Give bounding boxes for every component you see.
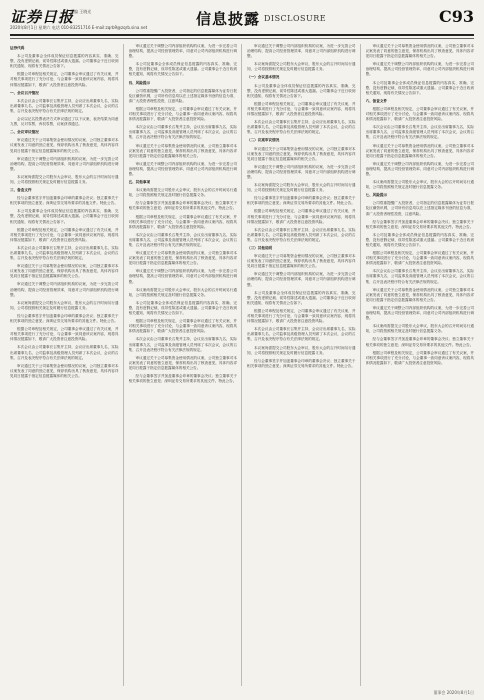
section-heading: （三）其他说明 xyxy=(247,246,273,250)
header-rule-thin xyxy=(10,38,474,39)
header-rule-thick xyxy=(10,34,474,36)
body-paragraph: 经与会董事签字并加盖董事会印章的董事会决议；独立董事关于相关事项的独立意见；深圳证券交易所要求的其他文件。特此公告。 xyxy=(365,219,474,229)
signature-date: 2020年8月1日 xyxy=(446,690,474,695)
section-heading: 七、风险提示 xyxy=(365,193,388,198)
section-title: 信息披露 xyxy=(196,10,261,28)
body-paragraph: 公司郑重提醒广大投资者，公司指定的信息披露媒体为证券日报及巨潮资讯网，公司所有信息均以在上述指定媒体刊登的信息为准，请广大投资者理性投资，注意风险。 xyxy=(365,201,474,216)
body-paragraph: 审议通过关于公司募集资金使用情况的议案，公司独立董事对本议案发表了同意的独立意见，保荐机构出具了核查意见，具体内容详见同日披露于指定信息披露媒体的相关公告。 xyxy=(247,254,356,269)
body-paragraph: 审议通过关于调整公司内部组织机构的议案，为进一步完善公司治理结构，提高公司经营管理效率，同意对公司内部组织机构进行调整。 xyxy=(247,164,356,179)
signature-text: 董事会 xyxy=(433,690,446,695)
body-paragraph: 本议案尚需提交公司股东大会审议，股东大会的召开时间另行通知，公司将按照相关规定及时履行信息披露义务。 xyxy=(365,324,474,334)
body-paragraph: 审议通过关于调整公司内部组织机构的议案，为进一步完善公司治理结构，提高公司经营管理效率，同意对公司内部组织机构进行调整。 xyxy=(128,44,237,59)
body-paragraph: 本公司及董事会全体成员保证信息披露的内容真实、准确、完整，没有虚假记载、误导性陈述或重大遗漏。公司董事会于近日收到相关通知，现将有关情况公告如下。 xyxy=(10,54,119,69)
footer-signature xyxy=(433,690,474,696)
body-paragraph: 审议通过关于公司募集资金使用情况的议案，公司独立董事对本议案发表了同意的独立意见，保荐机构出具了核查意见，具体内容详见同日披露于指定信息披露媒体的相关公告。 xyxy=(247,146,356,161)
body-paragraph: 本次会议由公司董事长召集并主持，会议应出席董事九名，实际出席董事九名，公司监事及高级管理人员列席了本次会议，会议的召集、召开及表决程序符合有关法律法规的规定。 xyxy=(247,227,356,242)
page-number: C93 xyxy=(439,7,474,26)
body-paragraph: 审议通过关于公司募集资金使用情况的议案，公司独立董事对本议案发表了同意的独立意见，保荐机构出具了核查意见，具体内容详见同日披露于指定信息披露媒体的相关公告。 xyxy=(10,138,119,153)
body-paragraph: 经与会董事签字并加盖董事会印章的董事会决议；独立董事关于相关事项的独立意见；深圳证券交易所要求的其他文件。特此公告。 xyxy=(247,196,356,206)
body-paragraph: 经与会董事签字并加盖董事会印章的董事会决议；独立董事关于相关事项的独立意见；深圳证券交易所要求的其他文件。特此公告。 xyxy=(10,196,119,206)
body-paragraph: 本议案尚需提交公司股东大会审议，股东大会的召开时间另行通知，公司将按照相关规定及时履行信息披露义务。 xyxy=(365,180,474,190)
body-paragraph: 经与会董事签字并加盖董事会印章的董事会决议；独立董事关于相关事项的独立意见；深圳证券交易所要求的其他文件。特此公告。 xyxy=(128,373,237,384)
body-paragraph: 根据公司章程及相关规定，公司董事会审议通过了有关议案，并对相关事项进行了充分讨论，与会董事一致同意该议案内容，现将具体情况披露如下，敬请广大投资者注意投资风险。 xyxy=(10,327,119,342)
body-paragraph: 本议案尚需提交公司股东大会审议，股东大会的召开时间另行通知，公司将按照相关规定及时履行信息披露义务。 xyxy=(247,62,356,72)
body-paragraph: 经与会董事签字并加盖董事会印章的董事会决议；独立董事关于相关事项的独立意见；深圳证券交易所要求的其他文件。特此公告。 xyxy=(128,201,237,211)
body-paragraph: 本公司及董事会全体成员保证信息披露的内容真实、准确、完整，没有虚假记载、误导性陈述或重大遗漏。公司董事会于近日收到相关通知，现将有关情况公告如下。 xyxy=(128,300,237,316)
text-column xyxy=(247,44,361,686)
body-paragraph: 本议案尚需提交公司股东大会审议，股东大会的召开时间另行通知，公司将按照相关规定及时履行信息披露义务。 xyxy=(10,300,119,310)
section-heading: 证券代码 xyxy=(10,46,25,50)
body-paragraph: 经与会董事签字并加盖董事会印章的董事会决议；独立董事关于相关事项的独立意见；深圳证券交易所要求的其他文件。特此公告。 xyxy=(365,337,474,347)
body-paragraph: 经与会董事签字并加盖董事会印章的董事会决议；独立董事关于相关事项的独立意见；深圳证券交易所要求的其他文件。特此公告。 xyxy=(10,313,119,324)
body-paragraph: 本次会议由公司董事长召集并主持，会议应出席董事九名，实际出席董事九名，公司监事及高级管理人员列席了本次会议，会议的召集、召开及表决程序符合有关法律法规的规定。 xyxy=(128,337,237,352)
body-paragraph: 本议案尚需提交公司股东大会审议，股东大会的召开时间另行通知，公司将按照相关规定及时履行信息披露义务。 xyxy=(128,188,237,198)
section-heading: 三、备查文件 xyxy=(10,188,32,193)
body-paragraph: 根据公司章程及相关规定，公司董事会审议通过了有关议案，并对相关事项进行了充分讨论，与会董事一致同意该议案内容，现将具体情况披露如下，敬请广大投资者注意投资风险。 xyxy=(247,101,356,117)
editor-meta: 责编 王晓光 xyxy=(70,9,92,14)
body-paragraph: 会议以记名投票表决方式审议通过了以下议案，表决结果为同意九票，反对零票，弃权零票，议案获得通过。 xyxy=(10,117,119,127)
body-paragraph: 审议通过关于公司募集资金使用情况的议案，公司独立董事对本议案发表了同意的独立意见，保荐机构出具了核查意见，具体内容详见同日披露于指定信息披露媒体的相关公告。 xyxy=(10,363,119,378)
body-paragraph: 审议通过关于调整公司内部组织机构的议案，为进一步完善公司治理结构，提高公司经营管理效率，同意对公司内部组织机构进行调整。 xyxy=(10,282,119,297)
body-paragraph: 本议案尚需提交公司股东大会审议，股东大会的召开时间另行通知，公司将按照相关规定及时履行信息披露义务。 xyxy=(247,345,356,355)
body-paragraph: 根据公司章程及相关规定，公司董事会审议通过了有关议案，并对相关事项进行了充分讨论，与会董事一致同意该议案内容，现将具体情况披露如下，敬请广大投资者注意投资风险。 xyxy=(247,308,356,324)
body-paragraph: 审议通过关于公司募集资金使用情况的议案，公司独立董事对本议案发表了同意的独立意见，保荐机构出具了核查意见，具体内容详见同日披露于指定信息披露媒体的相关公告。 xyxy=(128,251,237,266)
body-paragraph: 本次会议由公司董事长召集并主持，会议应出席董事九名，实际出席董事九名，公司监事及高级管理人员列席了本次会议，会议的召集、召开及表决程序符合有关法律法规的规定。 xyxy=(247,327,356,342)
body-paragraph: 本次会议由公司董事长召集并主持，会议应出席董事九名，实际出席董事九名，公司监事及高级管理人员列席了本次会议，会议的召集、召开及表决程序符合有关法律法规的规定。 xyxy=(365,269,474,284)
body-paragraph: 根据公司章程及相关规定，公司董事会审议通过了有关议案，并对相关事项进行了充分讨论，与会董事一致同意该议案内容，现将具体情况披露如下，敬请广大投资者注意投资风险。 xyxy=(10,72,119,87)
issue-meta: 2020年8月1日 星期六 电话 010-83251716 E-mail:zqrb9@zqrb.sina.net xyxy=(10,25,148,30)
section-heading: 一、会议召开情况 xyxy=(10,90,39,95)
text-columns xyxy=(10,44,474,686)
body-paragraph: 根据公司章程及相关规定，公司董事会审议通过了有关议案，并对相关事项进行了充分讨论，与会董事一致同意该议案内容，现将具体情况披露如下，敬请广大投资者注意投资风险。 xyxy=(365,251,474,266)
body-paragraph: 根据公司章程及相关规定，公司董事会审议通过了有关议案，并对相关事项进行了充分讨论，与会董事一致同意该议案内容，现将具体情况披露如下，敬请广大投资者注意投资风险。 xyxy=(365,106,474,122)
section-heading: （一）会议基本情况 xyxy=(247,75,280,80)
body-paragraph: 根据公司章程及相关规定，公司董事会审议通过了有关议案，并对相关事项进行了充分讨论，与会董事一致同意该议案内容，现将具体情况披露如下，敬请广大投资者注意投资风险。 xyxy=(365,350,474,365)
section-heading: 二、会议审议情况 xyxy=(10,130,39,135)
body-paragraph: 本次会议由公司董事长召集并主持，会议应出席董事九名，实际出席董事九名，公司监事及高级管理人员列席了本次会议，会议的召集、召开及表决程序符合有关法律法规的规定。 xyxy=(247,120,356,135)
body-paragraph: 本公司及董事会全体成员保证信息披露的内容真实、准确、完整，没有虚假记载、误导性陈述或重大遗漏。公司董事会于近日收到相关通知，现将有关情况公告如下。 xyxy=(128,62,237,77)
body-paragraph: 经与会董事签字并加盖董事会印章的董事会决议；独立董事关于相关事项的独立意见；深圳证券交易所要求的其他文件。特此公告。 xyxy=(247,358,356,368)
body-paragraph: 本次会议由公司董事长召集并主持，会议应出席董事九名，实际出席董事九名，公司监事及高级管理人员列席了本次会议，会议的召集、召开及表决程序符合有关法律法规的规定。 xyxy=(128,125,237,140)
body-paragraph: 本次会议由公司董事长召集并主持，会议应出席董事九名，实际出席董事九名，公司监事及高级管理人员列席了本次会议，会议的召集、召开及表决程序符合有关法律法规的规定。 xyxy=(10,98,119,113)
body-paragraph: 审议通过关于调整公司内部组织机构的议案，为进一步完善公司治理结构，提高公司经营管理效率，同意对公司内部组织机构进行调整。 xyxy=(365,305,474,321)
body-paragraph: 审议通过关于公司募集资金使用情况的议案，公司独立董事对本议案发表了同意的独立意见，保荐机构出具了核查意见，具体内容详见同日披露于指定信息披露媒体的相关公告。 xyxy=(128,355,237,370)
body-paragraph: 本公司及董事会全体成员保证信息披露的内容真实、准确、完整，没有虚假记载、误导性陈述或重大遗漏。公司董事会于近日收到相关通知，现将有关情况公告如下。 xyxy=(365,80,474,95)
text-column xyxy=(129,44,243,686)
section-heading: 六、备查文件 xyxy=(365,98,388,103)
body-paragraph: 审议通过关于调整公司内部组织机构的议案，为进一步完善公司治理结构，提高公司经营管理效率，同意对公司内部组织机构进行调整。 xyxy=(365,161,474,176)
section-heading: 四、风险提示 xyxy=(128,80,151,85)
body-paragraph: 审议通过关于公司募集资金使用情况的议案，公司独立董事对本议案发表了同意的独立意见，保荐机构出具了核查意见，具体内容详见同日披露于指定信息披露媒体的相关公告。 xyxy=(365,287,474,302)
body-paragraph: 根据公司章程及相关规定，公司董事会审议通过了有关议案，并对相关事项进行了充分讨论，与会董事一致同意该议案内容，现将具体情况披露如下，敬请广大投资者注意投资风险。 xyxy=(128,319,237,334)
body-paragraph: 根据公司章程及相关规定，公司董事会审议通过了有关议案，并对相关事项进行了充分讨论，与会董事一致同意该议案内容，现将具体情况披露如下，敬请广大投资者注意投资风险。 xyxy=(10,227,119,242)
body-paragraph: 审议通过关于调整公司内部组织机构的议案，为进一步完善公司治理结构，提高公司经营管理效率，同意对公司内部组织机构进行调整。 xyxy=(247,44,356,59)
body-paragraph: 审议通过关于调整公司内部组织机构的议案，为进一步完善公司治理结构，提高公司经营管理效率，同意对公司内部组织机构进行调整。 xyxy=(128,269,237,284)
body-paragraph: 审议通过关于公司募集资金使用情况的议案，公司独立董事对本议案发表了同意的独立意见，保荐机构出具了核查意见，具体内容详见同日披露于指定信息披露媒体的相关公告。 xyxy=(365,44,474,59)
body-paragraph: 审议通过关于调整公司内部组织机构的议案，为进一步完善公司治理结构，提高公司经营管理效率，同意对公司内部组织机构进行调整。 xyxy=(10,156,119,171)
section-subtitle: DISCLOSURE xyxy=(264,14,327,23)
body-paragraph: 审议通过关于调整公司内部组织机构的议案，为进一步完善公司治理结构，提高公司经营管理效率，同意对公司内部组织机构进行调整。 xyxy=(365,62,474,77)
body-paragraph: 审议通过关于调整公司内部组织机构的议案，为进一步完善公司治理结构，提高公司经营管理效率，同意对公司内部组织机构进行调整。 xyxy=(128,161,237,176)
body-paragraph: 本议案尚需提交公司股东大会审议，股东大会的召开时间另行通知，公司将按照相关规定及时履行信息披露义务。 xyxy=(10,174,119,184)
body-paragraph: 本次会议由公司董事长召集并主持，会议应出席董事九名，实际出席董事九名，公司监事及高级管理人员列席了本次会议，会议的召集、召开及表决程序符合有关法律法规的规定。 xyxy=(10,345,119,360)
section-heading: 五、其他事项 xyxy=(128,180,151,185)
body-paragraph: 审议通过关于公司募集资金使用情况的议案，公司独立董事对本议案发表了同意的独立意见，保荐机构出具了核查意见，具体内容详见同日披露于指定信息披露媒体的相关公告。 xyxy=(128,143,237,158)
body-paragraph: 本公司及董事会全体成员保证信息披露的内容真实、准确、完整，没有虚假记载、误导性陈述或重大遗漏。公司董事会于近日收到相关通知，现将有关情况公告如下。 xyxy=(365,232,474,247)
body-paragraph: 公司郑重提醒广大投资者，公司指定的信息披露媒体为证券日报及巨潮资讯网，公司所有信息均以在上述指定媒体刊登的信息为准，请广大投资者理性投资，注意风险。 xyxy=(128,88,237,103)
body-paragraph: 本议案尚需提交公司股东大会审议，股东大会的召开时间另行通知，公司将按照相关规定及时履行信息披露义务。 xyxy=(247,183,356,193)
body-paragraph: 本次会议由公司董事长召集并主持，会议应出席董事九名，实际出席董事九名，公司监事及高级管理人员列席了本次会议，会议的召集、召开及表决程序符合有关法律法规的规定。 xyxy=(10,245,119,261)
body-paragraph: 本公司及董事会全体成员保证信息披露的内容真实、准确、完整，没有虚假记载、误导性陈述或重大遗漏。公司董事会于近日收到相关通知，现将有关情况公告如下。 xyxy=(247,290,356,305)
body-paragraph: 本公司及董事会全体成员保证信息披露的内容真实、准确、完整，没有虚假记载、误导性陈述或重大遗漏。公司董事会于近日收到相关通知，现将有关情况公告如下。 xyxy=(10,209,119,224)
text-column xyxy=(10,44,124,686)
newspaper-logo: 证券日报 xyxy=(10,8,75,26)
body-paragraph: 本公司及董事会全体成员保证信息披露的内容真实、准确、完整，没有虚假记载、误导性陈述或重大遗漏。公司董事会于近日收到相关通知，现将有关情况公告如下。 xyxy=(247,83,356,98)
body-paragraph: 根据公司章程及相关规定，公司董事会审议通过了有关议案，并对相关事项进行了充分讨论，与会董事一致同意该议案内容，现将具体情况披露如下，敬请广大投资者注意投资风险。 xyxy=(247,209,356,224)
body-paragraph: 根据公司章程及相关规定，公司董事会审议通过了有关议案，并对相关事项进行了充分讨论，与会董事一致同意该议案内容，现将具体情况披露如下，敬请广大投资者注意投资风险。 xyxy=(128,106,237,122)
body-paragraph: 本次会议由公司董事长召集并主持，会议应出席董事九名，实际出席董事九名，公司监事及高级管理人员列席了本次会议，会议的召集、召开及表决程序符合有关法律法规的规定。 xyxy=(128,232,237,247)
body-paragraph: 审议通过关于公司募集资金使用情况的议案，公司独立董事对本议案发表了同意的独立意见，保荐机构出具了核查意见，具体内容详见同日披露于指定信息披露媒体的相关公告。 xyxy=(10,264,119,279)
body-paragraph: 本议案尚需提交公司股东大会审议，股东大会的召开时间另行通知，公司将按照相关规定及时履行信息披露义务。 xyxy=(128,287,237,297)
body-paragraph: 审议通过关于调整公司内部组织机构的议案，为进一步完善公司治理结构，提高公司经营管理效率，同意对公司内部组织机构进行调整。 xyxy=(247,272,356,287)
body-paragraph: 审议通过关于公司募集资金使用情况的议案，公司独立董事对本议案发表了同意的独立意见，保荐机构出具了核查意见，具体内容详见同日披露于指定信息披露媒体的相关公告。 xyxy=(365,143,474,158)
body-paragraph: 根据公司章程及相关规定，公司董事会审议通过了有关议案，并对相关事项进行了充分讨论，与会董事一致同意该议案内容，现将具体情况披露如下，敬请广大投资者注意投资风险。 xyxy=(128,214,237,229)
section-heading: （二）议案审议情况 xyxy=(247,138,280,143)
text-column xyxy=(366,44,475,686)
body-paragraph: 本次会议由公司董事长召集并主持，会议应出席董事九名，实际出席董事九名，公司监事及高级管理人员列席了本次会议，会议的召集、召开及表决程序符合有关法律法规的规定。 xyxy=(365,125,474,140)
